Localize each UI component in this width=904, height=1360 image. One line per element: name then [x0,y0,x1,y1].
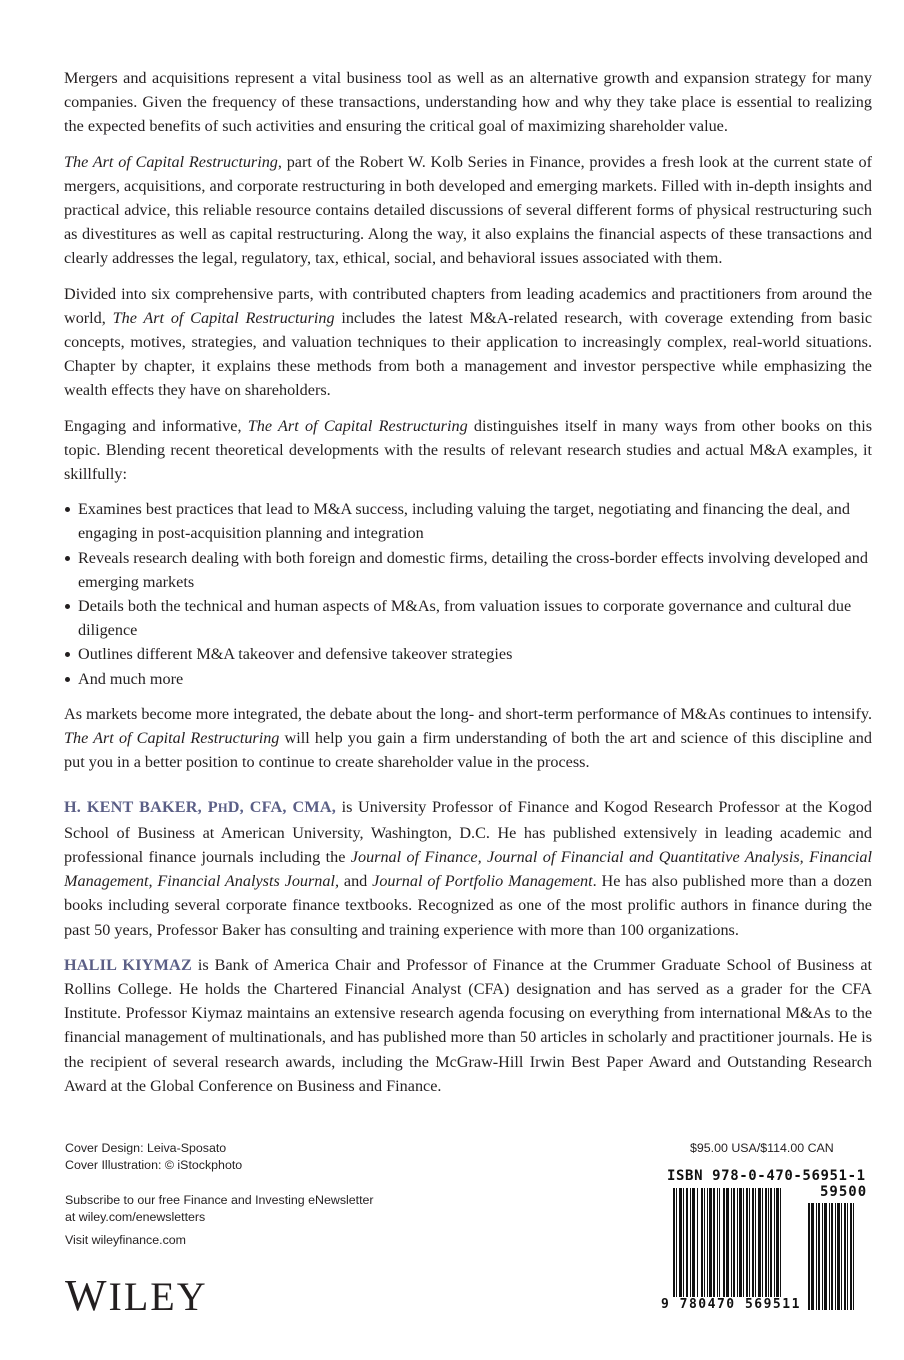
price-addon-barcode [808,1203,872,1310]
bullet-icon [65,604,70,609]
newsletter-promo [65,1192,374,1225]
bullet-icon [65,652,70,657]
bullet-icon [65,507,70,512]
book-title: The Art of Capital Restructuring [112,308,335,327]
feature-list-item: Examines best practices that lead to M&A success, including valuing the target, negotiating and financing the deal, and engaging in post-acquisition planning and integration [64,497,872,545]
ean-number: 9 780470 569511 [661,1297,801,1312]
journal-names: Journal of Finance, Journal of Financial and Quantitative Analysis, Financial Management, Financial Analysts Journal, [64,847,873,891]
cover-credits [65,1140,374,1173]
feature-list [64,497,872,691]
back-cover-text [64,66,872,1109]
intro-paragraph-1: Mergers and acquisitions represent a vital business tool as well as an alternative growth and expansion strategy for many companies. Given the frequency of these transactions, understanding how and why they take place is essential to realizing the expected benefits of such activities and ensuring the critical goal of maximizing shareholder value. [64,69,872,136]
author-name-kiymaz: HALIL KIYMAZ [64,955,192,974]
isbn-barcode [673,1188,805,1310]
book-title: The Art of Capital Restructuring [64,729,280,748]
book-title: The Art of Capital Restructuring [247,416,468,435]
cover-illustration-credit: Cover Illustration: © iStockphoto [65,1157,243,1172]
closing-paragraph: As markets become more integrated, the debate about the long- and short-term performance of M&As continues to intensify. The Art of Capital Restructuring will help you gain a firm understanding of both the art and science of this discipline and put you in a better position to continue to create shareholder value in the process. [64,704,872,772]
feature-list-item: Reveals research dealing with both foreign and domestic firms, detailing the cross-border effects involving developed and emerging markets [64,546,872,594]
feature-list-item: And much more [64,667,872,691]
intro-paragraph-2: The Art of Capital Restructuring, part of the Robert W. Kolb Series in Finance, provides a fresh look at the current state of mergers, acquisitions, and corporate restructuring in both developed and emerging markets. Filled with in-depth insights and practical advice, this reliable resource contains detailed discussions of several different forms of physical restructuring such as divestitures as well as capital restructuring. Along the way, it also explains the financial aspects of these transactions and clearly addresses the legal, regulatory, tax, ethical, social, and behavioral issues associated with them. [64,152,873,268]
author-bio-baker: H. KENT BAKER, PHD, CFA, CMA, is University Professor of Finance and Kogod Research Professor at the Kogod School of Business at American University, Washington, D.C. He has published extensively in leading academic and professional finance journals including the Journal of Finance, Journal of Financial and Quantitative Analysis, Financial Management, Financial Analysts Journal, and Journal of Portfolio Management. He has also published more than a dozen books including several corporate finance textbooks. Recognized as one of the most prolific authors in finance during the past 50 years, Professor Baker has consulting and training experience with more than 100 organizations. [64,798,873,939]
newsletter-line-1: Subscribe to our free Finance and Investing eNewsletter [65,1193,374,1207]
bullet-icon [65,677,70,682]
bullet-icon [65,556,70,561]
feature-list-item: Details both the technical and human aspects of M&As, from valuation issues to corporate governance and cultural due diligence [64,594,872,642]
intro-paragraph-4: Engaging and informative, The Art of Capital Restructuring distinguishes itself in many ways from other books on this topic. Blending recent theoretical developments with the results of relevant research studies and actual M&A examples, it skillfully: [64,416,872,484]
footer-credits [65,1140,374,1249]
author-name-baker: H. KENT BAKER, PHD, CFA, CMA, [64,798,336,817]
author-bio-kiymaz: HALIL KIYMAZ is Bank of America Chair and Professor of Finance at the Crummer Graduate School of Business at Rollins College. He holds the Chartered Financial Analyst (CFA) designation and has served as a grader for the CFA Institute. Professor Kiymaz maintains an extensive research agenda focusing on everything from international M&As to the financial management of multinationals, and has published more than 50 articles in scholarly and practitioner journals. He is the recipient of several research awards, including the McGraw-Hill Irwin Best Paper Award and Outstanding Research Award at the Global Conference on Business and Finance. [64,955,872,1095]
newsletter-link[interactable]: at wiley.com/enewsletters [65,1209,206,1224]
book-title: The Art of Capital Restructuring [64,152,278,171]
feature-list-item: Outlines different M&A takeover and defensive takeover strategies [64,642,872,666]
publisher-logo: WILEY [65,1271,208,1320]
cover-design-credit: Cover Design: Leiva-Sposato [65,1141,227,1155]
journal-names: Journal of Portfolio Management [372,872,593,891]
website-link[interactable]: Visit wileyfinance.com [65,1233,186,1247]
price-addon-code: 59500 [820,1184,868,1200]
isbn-label: ISBN 978-0-470-56951-1 [667,1168,866,1184]
intro-paragraph-3: Divided into six comprehensive parts, with contributed chapters from leading academics and practitioners from around the world, The Art of Capital Restructuring includes the latest M&A-related research, with coverage extending from basic concepts, motives, strategies, and valuation techniques to their application to increasingly complex, real-world situations. Chapter by chapter, it explains these methods from both a management and investor perspective while emphasizing the wealth effects they have on shareholders. [64,284,873,400]
price-label: $95.00 USA/$114.00 CAN [690,1141,834,1155]
